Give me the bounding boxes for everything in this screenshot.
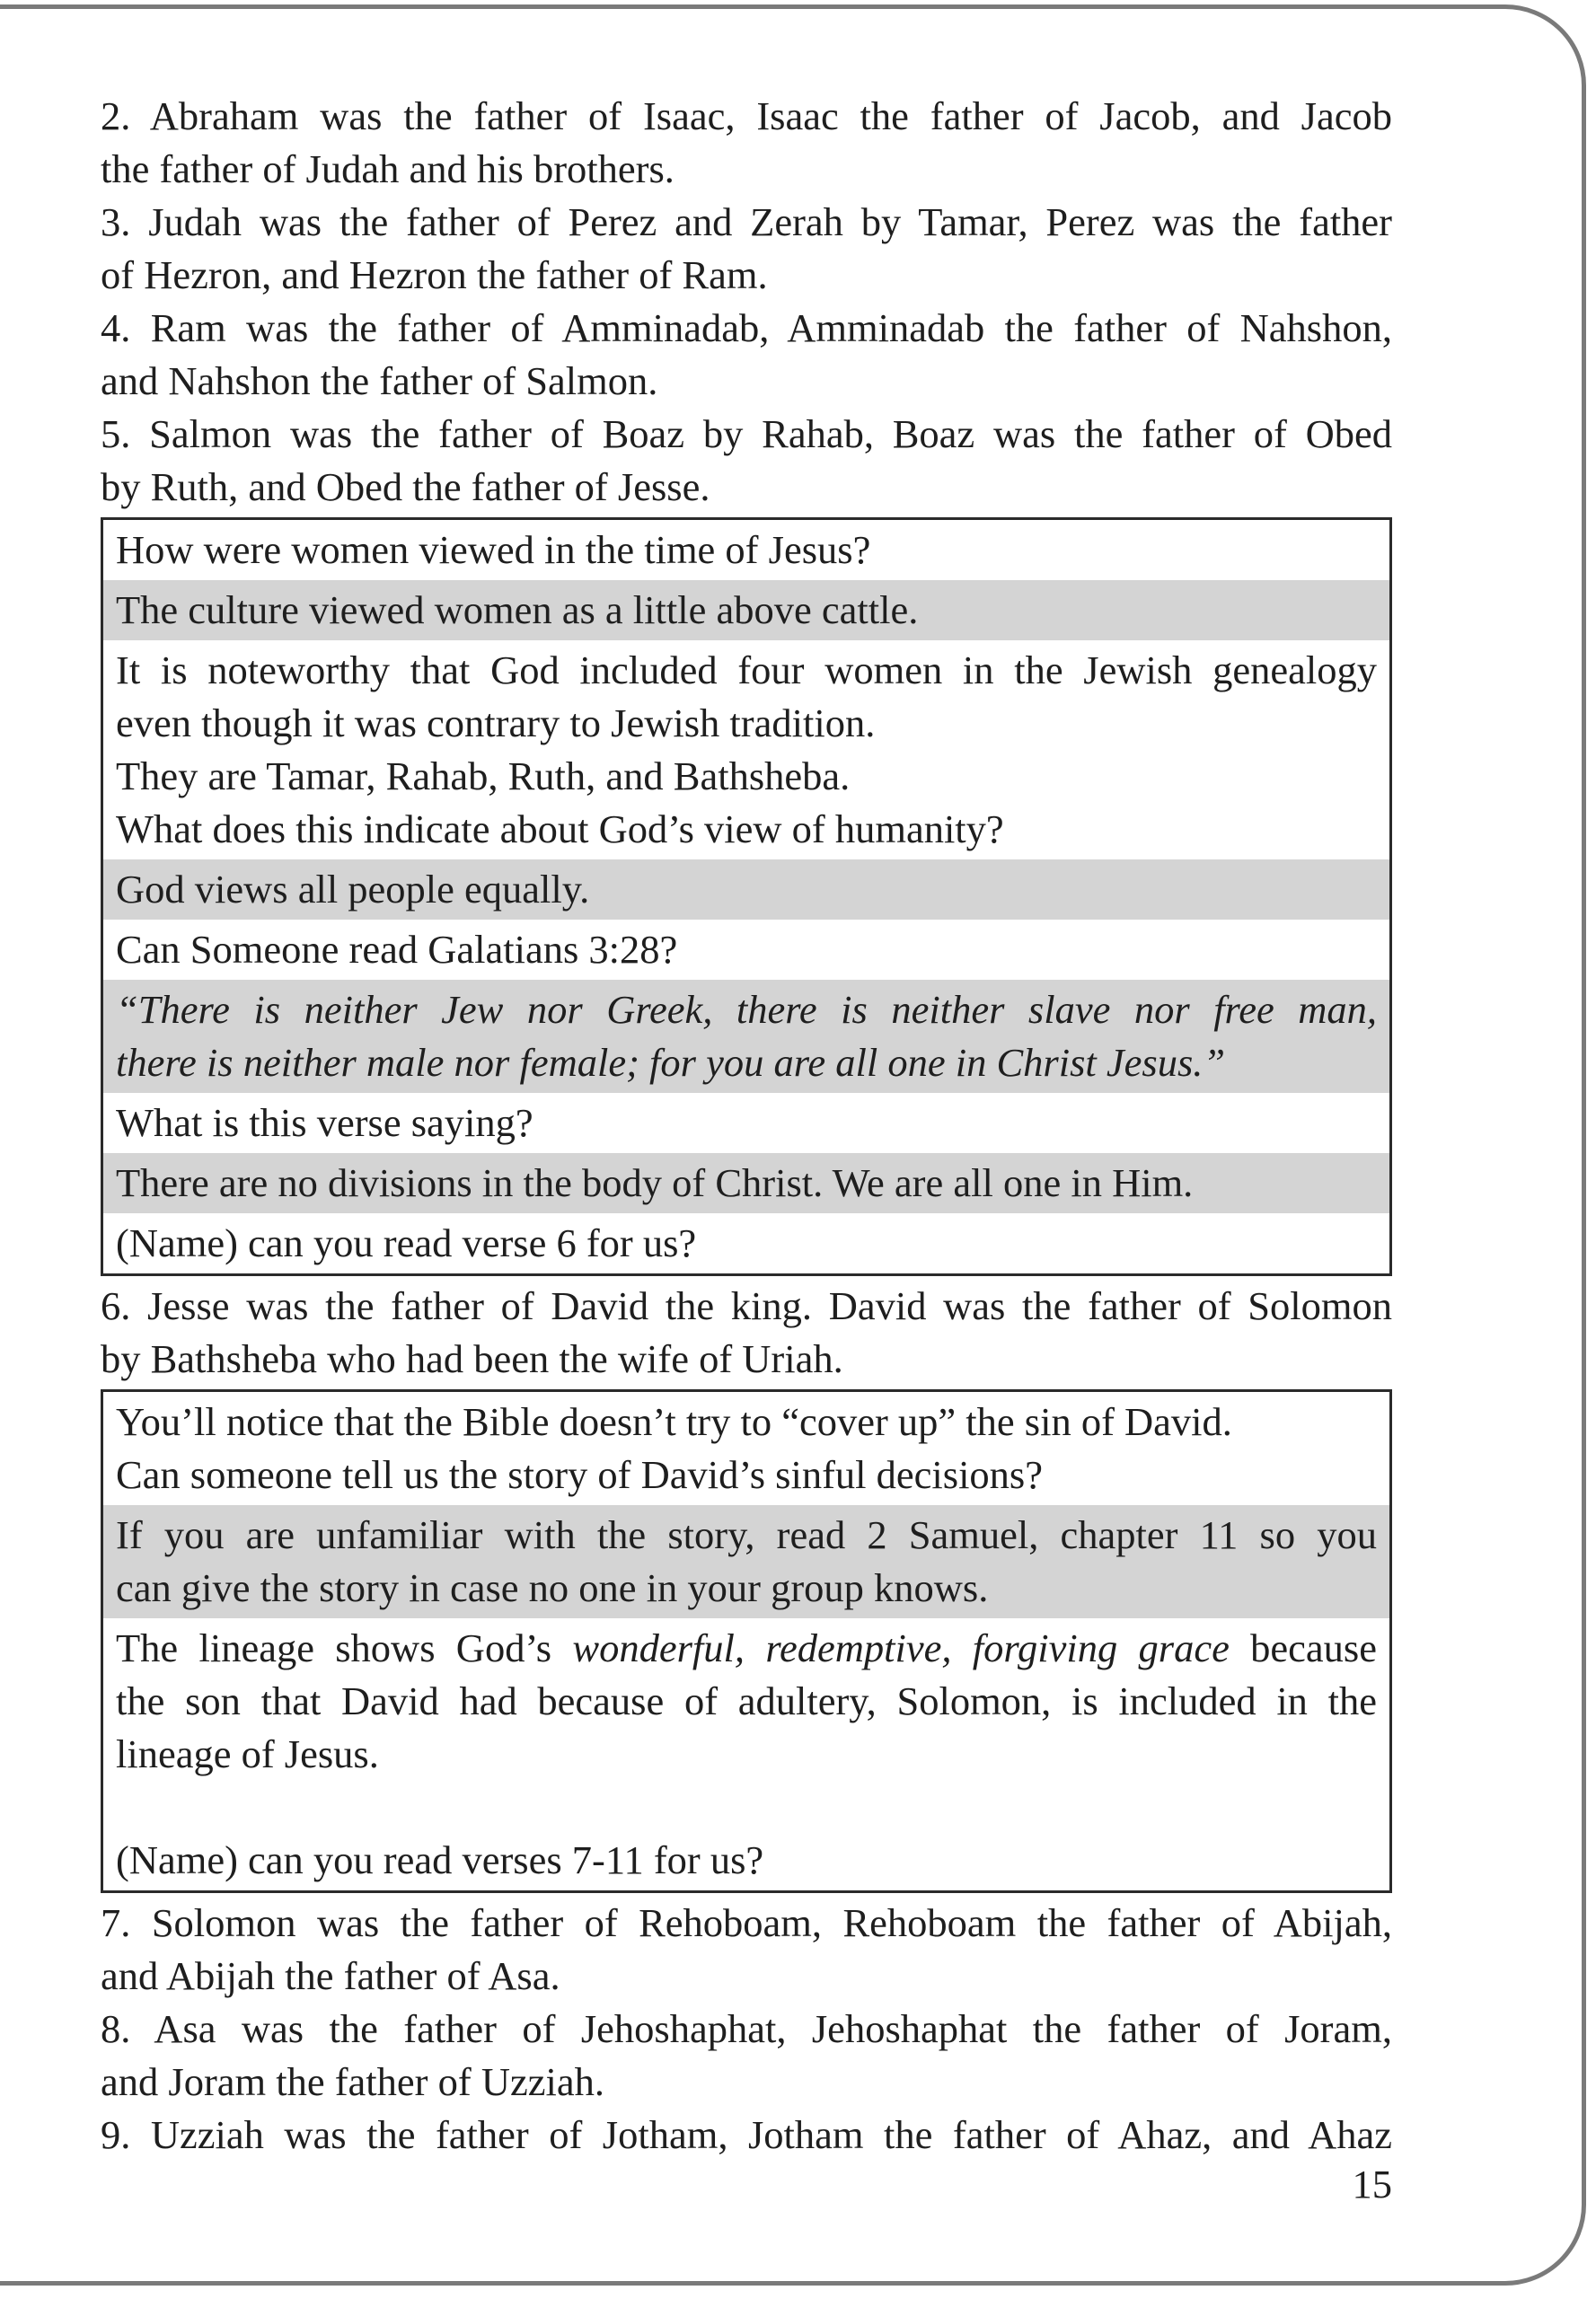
page-number: 15 [1352, 2162, 1392, 2207]
verse-2: 2. Abraham was the father of Isaac, Isaac the father of Jacob, and Jacob the father of Judah and his brothers. [101, 93, 1392, 191]
verse-6: 6. Jesse was the father of David the king. David was the father of Solomon by Bathsheba who had been the wife of Uriah. [101, 1283, 1392, 1381]
verse-7: 7. Solomon was the father of Rehoboam, Rehoboam the father of Abijah, and Abijah the father of Asa. [101, 1900, 1392, 1998]
verse-8: 8. Asa was the father of Jehoshaphat, Jehoshaphat the father of Joram, and Joram the father of Uzziah. [101, 2006, 1392, 2104]
verse-3: 3. Judah was the father of Perez and Zerah by Tamar, Perez was the father of Hezron, and Hezron the father of Ram. [101, 199, 1392, 297]
question-women: How were women viewed in the time of Jesus? [116, 527, 871, 572]
verse-5: 5. Salmon was the father of Boaz by Rahab, Boaz was the father of Obed by Ruth, and Obed the father of Jesse. [101, 411, 1392, 509]
emphasis-grace: wonderful, redemptive, forgiving grace [572, 1625, 1230, 1670]
prompt-read-verses-7-11: (Name) can you read verses 7-11 for us? [116, 1837, 764, 1882]
note-four-women: It is noteworthy that God included four women in the Jewish genealogy even though it was contrary to Jewish tradition. They are Tamar, Rahab, Ruth, and Bathsheba. What does this indicate about God’s view of humanity? [116, 647, 1377, 851]
answer-women: The culture viewed women as a little above cattle. [103, 580, 1389, 640]
leader-notes-box-2 [101, 1389, 1392, 1893]
question-verse-meaning: What is this verse saying? [116, 1100, 533, 1145]
verse-9: 9. Uzziah was the father of Jotham, Jotham the father of Ahaz, and Ahaz [101, 2112, 1392, 2157]
note-david-sin: You’ll notice that the Bible doesn’t try to “cover up” the sin of David. Can someone tell us the story of David’s sinful decisions? [116, 1399, 1232, 1497]
verse-4: 4. Ram was the father of Amminadab, Amminadab the father of Nahshon, and Nahshon the father of Salmon. [101, 305, 1392, 403]
galatians-quote: “There is neither Jew nor Greek, there is neither slave nor free man, there is neither male nor female; for you are all one in Christ Jesus.” [103, 980, 1389, 1093]
note-2-samuel: If you are unfamiliar with the story, read 2 Samuel, chapter 11 so you can give the story in case no one in your group knows. [103, 1505, 1389, 1618]
leader-notes-box-1 [101, 517, 1392, 1276]
answer-humanity: God views all people equally. [103, 859, 1389, 920]
question-galatians: Can Someone read Galatians 3:28? [116, 927, 678, 972]
page-content [101, 90, 1392, 2162]
answer-verse-meaning: There are no divisions in the body of Christ. We are all one in Him. [103, 1153, 1389, 1213]
prompt-read-verse-6: (Name) can you read verse 6 for us? [116, 1220, 697, 1265]
note-lineage-grace: The lineage shows God’s wonderful, redemptive, forgiving grace because the son that David had because of adultery, Solomon, is included in the lineage of Jesus. (Name) can you read verses 7-11 for us? [103, 1618, 1389, 1890]
